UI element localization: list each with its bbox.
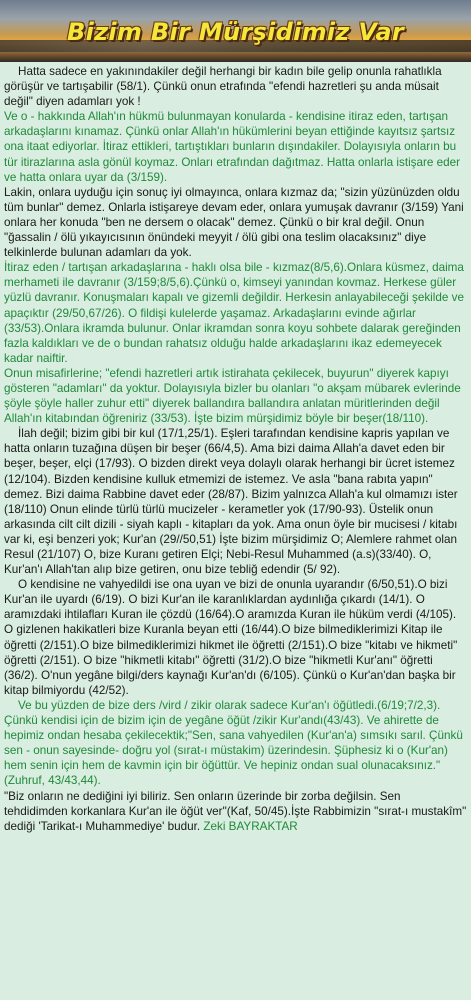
author-signature: Zeki BAYRAKTAR bbox=[203, 819, 298, 833]
paragraph-7: O kendisine ne vahyedildi ise ona uyan ve bizi de onunla uyarandır (6/50,51).O bizi Kur'an ile uyardı (6/19). O bizi Kur'an ile karanlıklardan aydınlığa çıkardı (14/1). O aramızdaki ihtilafları Kuran ile çözdü (16/64).O aramızda Kuran ile hüküm verdi (4/105). O gizlenen hakikatleri bize Kuranla beyan etti (16/44).O bize bilmediklerimizi Kitap ile öğretti (2/151).O bize bilmediklerimizi hikmet ile öğretti (2/151).O bize "kitabı ve hikmeti" öğretti (2/151). O bize "hikmetli kitabı" öğretti (31/2).O bize "hikmetli Kur'anı" öğretti (36/2). O'nun yegâne bilgi/ders kaynağı Kur'an'dı (6/105). Çünkü o Kur'an'dan başka bir kitap bilmiyordu (42/52). bbox=[4, 578, 458, 697]
paragraph-3: Lakin, onlara uyduğu için sonuç iyi olmayınca, onlara kızmaz da; "sizin yüzünüzden oldu tüm bunlar" demez. Onlarla istişareye devam eder, onlara yumuşak davranır (3/159) Yani onlara her konuda "ben ne dersem o olacak" demez. Çünkü o bir kral değil. Onun "ğassalin / ölü yıkayıcısının önündeki meyyit / ölü gibi ona teslim olacaksınız" diye telkinlerde bulunan adamları da yok. bbox=[4, 185, 464, 260]
paragraph-5: Onun misafirlerine; "efendi hazretleri artık istirahata çekilecek, buyurun" diyerek kapıyı gösteren "adamları" da yoktur. Dolayısıyla bizler bu olanları "o akşam mübarek evlerinde şöyle şöyle haller zuhur etti" diyerek ballandıra ballandıra anlatan müritlerinden değil Allah'ın kitabından öğreniriz (33/53). İşte bizim mürşidimiz böyle bir beşer(18/110). bbox=[4, 366, 461, 426]
paragraph-8: Ve bu yüzden de bize ders /vird / zikir olarak sadece Kur'an'ı öğütledi.(6/19;7/2,3). Çünkü kendisi için de bizim için de yegâne öğüt /zikir Kur'andı(43/43). Ve ahirette de hepimiz ondan hesaba çekilecektik;"Sen, sana vahyedilen (Kur'an'a) sımsıkı sarıl. Çünkü sen - onun sayesinde- doğru yol (sırat-ı müstakim) üzerindesin. Şüphesiz ki o (Kur'an) hem senin için hem de kavmin için bir öğüttür. Ve hepiniz ondan sual olunacaksınız." (Zuhruf, 43/43,44). bbox=[4, 698, 463, 788]
paragraph-9-text: "Biz onların ne dediğini iyi biliriz. Sen onların üzerinde bir zorba değilsin. Sen tehdidimden korkanlara Kur'an ile öğüt ver"(Kaf, 50/45).İşte Rabbimizin "sırat-ı mustakîm" dediği 'Tarikat-ı Muhammediye' budur. bbox=[4, 789, 467, 833]
header-banner bbox=[0, 0, 471, 62]
paragraph-1: Hatta sadece en yakınındakiler değil herhangi bir kadın bile gelip onunla rahatlıkla görüşür ve tartışabilir (58/1). Çünkü onun etrafında "efendi hazretleri şu anda müsait değil" diyen adamları yok ! bbox=[4, 65, 442, 109]
paragraph-9 bbox=[4, 789, 467, 834]
article-title: Bizim Bir Mürşidimiz Var bbox=[66, 18, 404, 46]
paragraph-4: İtiraz eden / tartışan arkadaşlarına - haklı olsa bile - kızmaz(8/5,6).Onlara küsmez, daima merhameti ile davranır (3/159;8/5,6).Çünkü o, kimseyi yanından kovmaz. Herkese güler yüzlü davranır. Konuşmaları kapalı ve gizemli değildir. Herkesin anlayabileceği şekilde ve apaçıktır (29/50,67/26). O fildişi kulelerde yaşamaz. Arkadaşlarını evinde ağırlar (33/53).Onlara ikramda bulunur. Onlar ikramdan sonra koyu sohbete dalarak gereğinden fazla kaldıkları ve de o bundan rahatsız olduğu halde arkadaşlarını ikaz edemeyecek kadar naiftir. bbox=[4, 261, 464, 365]
article-body bbox=[4, 64, 467, 1000]
paragraph-2: Ve o - hakkında Allah'ın hükmü bulunmayan konularda - kendisine itiraz eden, tartışan arkadaşlarını kınamaz. Çünkü onlar Allah'ın hükümlerini beyan ettiğinde kayıtsız şartsız ona itaat ediyorlar. İtiraz ettikleri, tartıştıkları bunların dışındakiler. Dolayısıyla onların bu tür itirazlarına asla gönül koymaz. Onları etrafından dağıtmaz. Hatta onlarla istişare eder ve hatta onlara uyar da (3/159). bbox=[4, 110, 461, 184]
paragraph-6: İlah değil; bizim gibi bir kul (17/1,25/1). Eşleri tarafından kendisine kapris yapılan ve hatta onların tuzağına düşen bir beşer (66/4,5). Ama bizi daima Allah'a davet eden bir beşer, beşer, elçi (17/93). O bizden direkt veya dolaylı olarak herhangi bir ücret istemez (12/104). Bizden kendisine kulluk etmemizi de istemez. Ve asla "bana rabıta yapın" demez. Bizi daima Rabbine davet eder (28/87). Bizim yalnızca Allah'a kul olmamızı ister (18/110) Onun elinde türlü türlü mucizeler - kerametler yok (17/90-93). Üstelik onun arkasında cilt cilt dizili - siyah kaplı - kitapları da yok. Ama onun öyle bir mucisesi / kitabı var ki, eşi benzeri yok; Kur'an (29//50,51) İşte bizim mürşidimiz O; Alemlere rahmet olan Resul (21/107) O, bize Kuranı getiren Elçi; Nebi-Resul Muhammed (a.s)(33/40). O, Kur'an'ı Allah'tan alıp bize getiren, onu bize tebliğ edendir (5/ 92). bbox=[4, 427, 458, 577]
